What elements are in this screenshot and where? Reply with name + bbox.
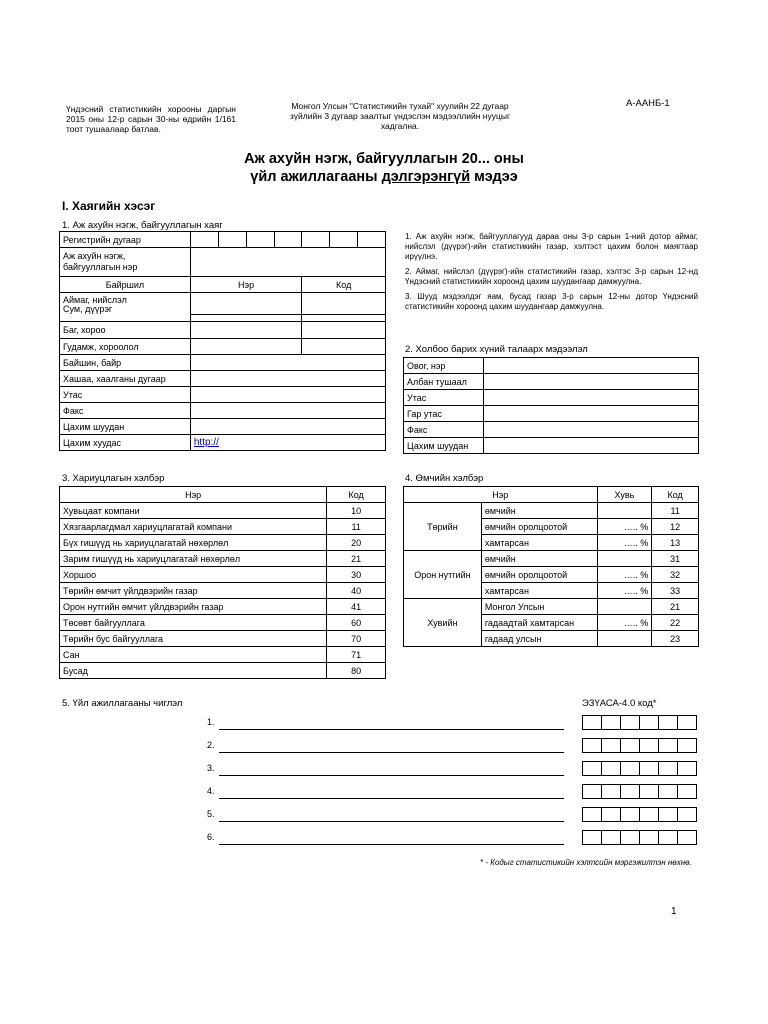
street-field[interactable] (190, 339, 301, 355)
activity-item-number: 4. (207, 786, 215, 796)
activity-item-line[interactable] (219, 740, 564, 753)
liability-row-code: 11 (327, 519, 386, 535)
liability-row-code: 41 (327, 599, 386, 615)
bag-label: Баг, хороо (60, 322, 191, 339)
liability-row-code: 20 (327, 535, 386, 551)
code-box[interactable] (677, 807, 697, 822)
building-field[interactable] (190, 355, 385, 371)
email-field[interactable] (190, 419, 385, 435)
ownership-share-header: Хувь (597, 487, 652, 503)
code-box[interactable] (582, 784, 602, 799)
code-box[interactable] (582, 807, 602, 822)
ownership-row-share[interactable] (597, 631, 652, 647)
ownership-row-code: 31 (652, 551, 699, 567)
code-box[interactable] (620, 807, 640, 822)
ownership-title: 4. Өмчийн хэлбэр (405, 473, 484, 484)
liability-row-code: 30 (327, 567, 386, 583)
code-box[interactable] (582, 738, 602, 753)
liability-row-code: 80 (327, 663, 386, 679)
activity-item-number: 3. (207, 763, 215, 773)
code-box[interactable] (639, 807, 659, 822)
reg-boxes[interactable] (190, 232, 385, 248)
page-number: 1 (671, 906, 677, 917)
contact-name-label: Овог, нэр (404, 358, 484, 374)
reg-label: Регистрийн дугаар (60, 232, 191, 248)
liability-row-code: 70 (327, 631, 386, 647)
aimag-name-field[interactable] (190, 293, 301, 322)
code-box[interactable] (620, 761, 640, 776)
code-box[interactable] (677, 784, 697, 799)
contact-fax-label: Факс (404, 422, 484, 438)
fax-label: Факс (60, 403, 191, 419)
gate-field[interactable] (190, 371, 385, 387)
ownership-row-code: 13 (652, 535, 699, 551)
ownership-table (403, 486, 699, 647)
code-box[interactable] (658, 807, 678, 822)
code-box[interactable] (639, 830, 659, 845)
code-box[interactable] (658, 830, 678, 845)
org-name-label: Аж ахуйн нэгж, байгууллагын нэр (60, 248, 191, 277)
website-field[interactable] (190, 435, 385, 451)
contact-table (403, 357, 699, 454)
activity-code-label: ЭЗҮАСА-4.0 код* (582, 698, 657, 709)
contact-mobile-field[interactable] (483, 406, 698, 422)
code-box[interactable] (601, 784, 621, 799)
code-box[interactable] (601, 738, 621, 753)
liability-name-header: Нэр (60, 487, 327, 503)
ownership-row-share[interactable] (597, 503, 652, 519)
ownership-row-code: 33 (652, 583, 699, 599)
contact-position-field[interactable] (483, 374, 698, 390)
law-text: Монгол Улсын "Статистикийн тухай" хуулийн 22 дугаар зүйлийн 3 дугаар заалтыг үндэслэн мэдээллийн нууцыг хадгална. (289, 101, 511, 131)
code-box[interactable] (620, 784, 640, 799)
activity-title: 5. Үйл ажиллагааны чиглэл (62, 698, 183, 709)
activity-item-line[interactable] (219, 717, 564, 730)
liability-row-code: 60 (327, 615, 386, 631)
ownership-row-label[interactable]: өмчийн оролцоотой (481, 519, 597, 535)
ownership-row-share[interactable] (597, 599, 652, 615)
ownership-row-label[interactable]: өмчийн (481, 503, 597, 519)
activity-item-line[interactable] (219, 763, 564, 776)
fax-field[interactable] (190, 403, 385, 419)
website-label: Цахим хуудас (60, 435, 191, 451)
contact-fax-field[interactable] (483, 422, 698, 438)
code-box[interactable] (677, 830, 697, 845)
phone-label: Утас (60, 387, 191, 403)
ownership-row-share[interactable]: ….. % (597, 535, 652, 551)
code-box[interactable] (601, 807, 621, 822)
org-name-field[interactable] (190, 248, 385, 277)
activity-item-number: 2. (207, 740, 215, 750)
contact-position-label: Албан тушаал (404, 374, 484, 390)
instruction-1: 1. Аж ахуйн нэгж, байгууллагууд дараа оны 3-р сарын 1-ний дотор аймаг, нийслэл (дүүрэг)-ийн статистикийн газар, хэлтэст цахим болон маягтаар ирүүлнэ. (405, 232, 698, 261)
ownership-row-label[interactable]: өмчийн оролцоотой (481, 567, 597, 583)
liability-row-label[interactable]: Төсөвт байгууллага (60, 615, 327, 631)
ownership-row-code: 11 (652, 503, 699, 519)
code-box[interactable] (658, 761, 678, 776)
liability-title: 3. Хариуцлагын хэлбэр (62, 473, 165, 484)
title-line-1: Аж ахуйн нэгж, байгууллагын 20... оны (244, 151, 524, 167)
footnote: * - Кодыг статистикийн хэлтсийн мэргэжилтэн нөхнө. (480, 858, 692, 867)
activity-code-boxes[interactable] (583, 830, 697, 845)
liability-row-label[interactable]: Орон нутгийн өмчит үйлдвэрийн газар (60, 599, 327, 615)
liability-row-label[interactable]: Төрийн бус байгууллага (60, 631, 327, 647)
ownership-row-label[interactable]: гадаадтай хамтарсан (481, 615, 597, 631)
ownership-group-state: Төрийн (404, 503, 482, 551)
instruction-2: 2. Аймаг, нийслэл (дүүрэг)-ийн статистикийн газар, хэлтэс 3-р сарын 12-нд Үндэсний статистикийн хороонд цахим шуудангаар дамжуулна. (405, 267, 698, 286)
instructions (405, 232, 698, 312)
ownership-row-label[interactable]: хамтарсан (481, 583, 597, 599)
ownership-name-header: Нэр (404, 487, 598, 503)
code-box[interactable] (639, 738, 659, 753)
building-label: Байшин, байр (60, 355, 191, 371)
activity-code-boxes[interactable] (583, 807, 697, 822)
liability-row-label[interactable]: Хоршоо (60, 567, 327, 583)
contact-name-field[interactable] (483, 358, 698, 374)
address-table (59, 231, 386, 451)
ownership-group-private: Хувийн (404, 599, 482, 647)
street-label: Гудамж, хороолол (60, 339, 191, 355)
liability-row-label[interactable]: Хязгаарлагдмал хариуцлагатай компани (60, 519, 327, 535)
code-box[interactable] (677, 715, 697, 730)
ownership-row-code: 22 (652, 615, 699, 631)
code-box[interactable] (620, 715, 640, 730)
code-box[interactable] (582, 761, 602, 776)
address-subtitle: 1. Аж ахуйн нэгж, байгууллагын хаяг (62, 220, 223, 231)
ownership-row-share[interactable]: ….. % (597, 615, 652, 631)
ownership-row-label[interactable]: өмчийн (481, 551, 597, 567)
contact-email-field[interactable] (483, 438, 698, 454)
ownership-code-header: Код (652, 487, 699, 503)
liability-row-code: 40 (327, 583, 386, 599)
code-box[interactable] (582, 715, 602, 730)
code-box[interactable] (601, 715, 621, 730)
liability-row-label[interactable]: Хувьцаат компани (60, 503, 327, 519)
title-line-2: үйл ажиллагааны дэлгэрэнгүй мэдээ (250, 169, 518, 185)
liability-row-label[interactable]: Зарим гишүүд нь хариуцлагатай нөхөрлөл (60, 551, 327, 567)
name-header: Нэр (190, 277, 301, 293)
code-header: Код (302, 277, 386, 293)
activity-item-line[interactable] (219, 832, 564, 845)
code-box[interactable] (620, 738, 640, 753)
section-1-title: I. Хаягийн хэсэг (62, 199, 156, 213)
contact-title: 2. Холбоо барих хүний талаарх мэдээлэл (405, 344, 588, 355)
liability-row-code: 21 (327, 551, 386, 567)
activity-item-number: 5. (207, 809, 215, 819)
liability-row-code: 71 (327, 647, 386, 663)
code-box[interactable] (677, 761, 697, 776)
gate-label: Хашаа, хаалганы дугаар (60, 371, 191, 387)
activity-code-boxes[interactable] (583, 715, 697, 730)
ownership-row-code: 32 (652, 567, 699, 583)
aimag-code-field[interactable] (302, 293, 386, 322)
code-box[interactable] (658, 715, 678, 730)
ownership-group-local: Орон нутгийн (404, 551, 482, 599)
street-code[interactable] (302, 339, 386, 355)
website-link[interactable]: http:// (193, 437, 219, 448)
aimag-sum-label: Аймаг, нийслэл Сум, дүүрэг (60, 293, 191, 322)
ownership-row-code: 23 (652, 631, 699, 647)
phone-field[interactable] (190, 387, 385, 403)
liability-row-label[interactable]: Бүх гишүүд нь хариуцлагатай нөхөрлөл (60, 535, 327, 551)
bag-field[interactable] (190, 322, 301, 339)
contact-mobile-label: Гар утас (404, 406, 484, 422)
liability-row-label[interactable]: Бусад (60, 663, 327, 679)
email-label: Цахим шуудан (60, 419, 191, 435)
activity-item-number: 6. (207, 832, 215, 842)
instruction-3: 3. Шууд мэдээлдэг яам, бусад газар 3-р сарын 12-ны дотор Үндэсний статистикийн хороонд цахим шуудангаар дамжуулна. (405, 292, 698, 311)
activity-code-boxes[interactable] (583, 761, 697, 776)
code-box[interactable] (601, 830, 621, 845)
code-box[interactable] (620, 830, 640, 845)
approval-text: Үндэсний статистикийн хорооны даргын 2015 оны 12-р сарын 30-ны өдрийн 1/161 тоот тушаалаар батлав. (66, 104, 236, 134)
activity-code-boxes[interactable] (583, 784, 697, 799)
ownership-row-code: 21 (652, 599, 699, 615)
ownership-row-label[interactable]: гадаад улсын (481, 631, 597, 647)
code-box[interactable] (639, 784, 659, 799)
liability-row-label[interactable]: Сан (60, 647, 327, 663)
contact-phone-label: Утас (404, 390, 484, 406)
form-code: А-ААНБ-1 (626, 98, 670, 109)
page-title (0, 150, 768, 186)
ownership-row-label[interactable]: хамтарсан (481, 535, 597, 551)
contact-email-label: Цахим шуудан (404, 438, 484, 454)
liability-row-label[interactable]: Төрийн өмчит үйлдвэрийн газар (60, 583, 327, 599)
ownership-row-share[interactable]: ….. % (597, 567, 652, 583)
contact-phone-field[interactable] (483, 390, 698, 406)
liability-code-header: Код (327, 487, 386, 503)
ownership-row-code: 12 (652, 519, 699, 535)
activity-item-line[interactable] (219, 809, 564, 822)
ownership-row-share[interactable]: ….. % (597, 583, 652, 599)
activity-item-line[interactable] (219, 786, 564, 799)
code-box[interactable] (639, 715, 659, 730)
ownership-row-label[interactable]: Монгол Улсын (481, 599, 597, 615)
code-box[interactable] (601, 761, 621, 776)
code-box[interactable] (582, 830, 602, 845)
code-box[interactable] (658, 784, 678, 799)
activity-item-number: 1. (207, 717, 215, 727)
ownership-row-share[interactable] (597, 551, 652, 567)
ownership-row-share[interactable]: ….. % (597, 519, 652, 535)
activity-code-boxes[interactable] (583, 738, 697, 753)
liability-row-code: 10 (327, 503, 386, 519)
location-header: Байршил (60, 277, 191, 293)
code-box[interactable] (658, 738, 678, 753)
liability-table (59, 486, 386, 679)
code-box[interactable] (677, 738, 697, 753)
bag-code[interactable] (302, 322, 386, 339)
code-box[interactable] (639, 761, 659, 776)
